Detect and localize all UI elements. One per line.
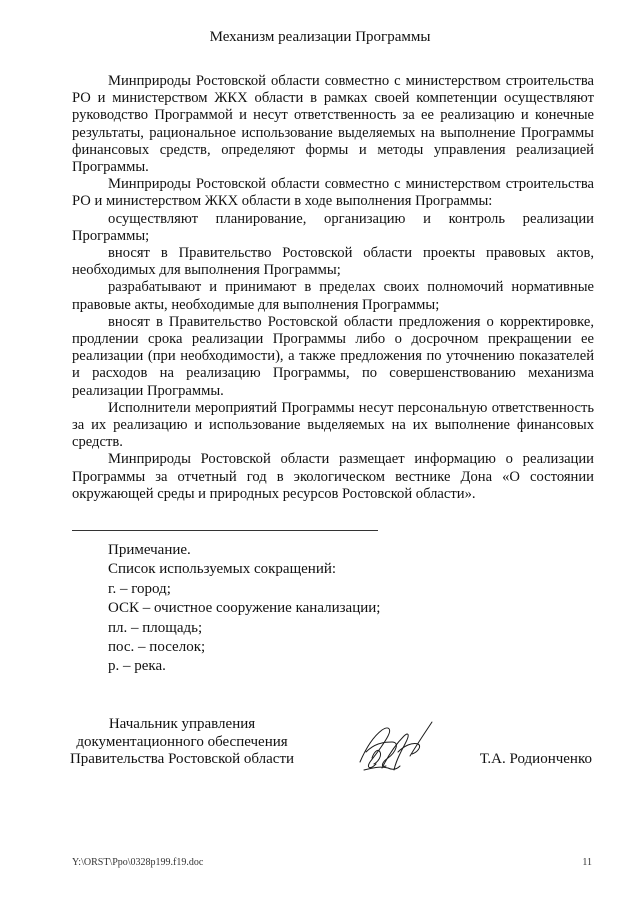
signatory-title — [62, 716, 302, 769]
signatory-title-line: Правительства Ростовской области — [69, 751, 295, 768]
note-intro: Список используемых сокращений: — [108, 561, 337, 578]
paragraph-normative-acts: разрабатывают и принимают в пределах своих полномочий нормативные правовые акты, необходимые для выполнения Программы; — [72, 279, 594, 313]
footer-file-path: Y:\ORST\Ppo\0328p199.f19.doc — [72, 857, 204, 868]
signatory-title-line: документационного обеспечения — [76, 733, 288, 750]
abbreviation-item: р. – река. — [108, 658, 166, 675]
page-number: 11 — [582, 857, 592, 868]
paragraph-publication: Минприроды Ростовской области размещает информацию о реализации Программы за отчетный год в экологическом вестнике Дона «О состоянии окружающей среды и природных ресурсов Ростовской области». — [72, 451, 594, 502]
paragraph-responsibility: Минприроды Ростовской области совместно с министерством строительства РО и министерством ЖКХ области в рамках своей компетенции осуществляют руководство Программой и несут ответственность за ее реализацию и конечные результаты, рациональное использование выделяемых на выполнение Программы финансовых средств, определяют формы и методы управления реализацией Программы. — [72, 73, 594, 176]
footnote-separator — [72, 530, 378, 531]
abbreviation-item: г. – город; — [108, 580, 171, 597]
handwritten-signature — [352, 712, 438, 782]
section-title: Механизм реализации Программы — [209, 29, 431, 45]
abbreviations-note — [108, 541, 528, 677]
abbreviation-item: пл. – площадь; — [108, 619, 203, 636]
paragraph-proposals: вносят в Правительство Ростовской области предложения о корректировке, продлении срока реализации Программы либо о досрочном прекращении ее реализации (при необходимости), а также предложения по уточнению показателей и расходов на реализацию Программы, по совершенствованию механизма реализации Программы. — [72, 313, 594, 399]
signatory-title-line: Начальник управления — [108, 716, 256, 732]
paragraph-joint-execution: Минприроды Ростовской области совместно с министерством строительства РО и министерством ЖКХ области в ходе выполнения Программы: — [72, 176, 594, 210]
paragraph-legal-acts: вносят в Правительство Ростовской области проекты правовых актов, необходимых для выполнения Программы; — [72, 245, 594, 279]
abbreviation-item: ОСК – очистное сооружение канализации; — [108, 600, 381, 617]
note-heading: Примечание. — [108, 542, 191, 558]
abbreviation-item: пос. – поселок; — [108, 639, 206, 656]
body-text — [72, 73, 594, 503]
paragraph-executors: Исполнители мероприятий Программы несут персональную ответственность за их реализацию и использование выделяемых на их выполнение финансовых средств. — [72, 399, 594, 451]
signatory-name: Т.А. Родионченко — [479, 751, 592, 767]
paragraph-planning: осуществляют планирование, организацию и контроль реализации Программы; — [72, 210, 594, 244]
